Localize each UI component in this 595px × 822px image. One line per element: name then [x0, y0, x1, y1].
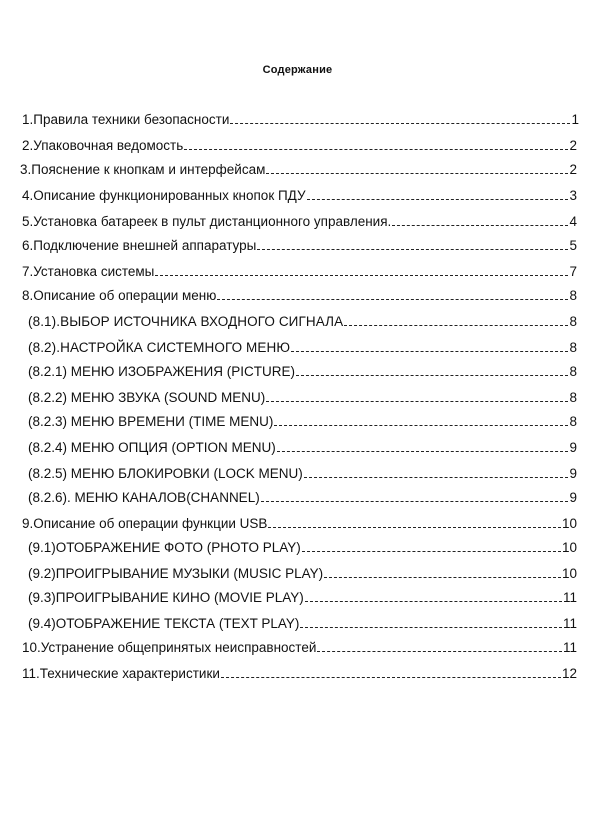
dot-leader [300, 626, 562, 628]
toc-entry[interactable] [22, 260, 577, 280]
toc-entry-page: 10 [561, 540, 577, 555]
dot-leader [230, 122, 570, 124]
toc-entry-label: 6.Подключение внешней аппаратуры [22, 238, 257, 253]
toc-entry[interactable] [28, 586, 577, 606]
toc-entry-page: 1 [571, 112, 579, 127]
dot-leader [296, 374, 568, 376]
dot-leader [217, 298, 568, 300]
toc-entry[interactable] [22, 512, 577, 532]
toc-entry-label: 4.Описание функционированных кнопок ПДУ [22, 188, 306, 203]
toc-entry-label: (8.2.1) МЕНЮ ИЗОБРАЖЕНИЯ (PICTURE) [28, 364, 295, 379]
toc-entry-page: 8 [569, 340, 577, 355]
toc-entry-label: 11.Технические характеристики [22, 666, 220, 681]
toc-entry-page: 11 [562, 590, 577, 605]
toc-entry-page: 7 [569, 264, 577, 279]
toc-entry-label: 9.Описание об операции функции USB [22, 516, 268, 531]
toc-entry-page: 11 [562, 616, 577, 631]
dot-leader [221, 676, 561, 678]
toc-entry-label: (8.2.5) МЕНЮ БЛОКИРОВКИ (LOCK MENU) [28, 466, 303, 481]
toc-entry[interactable] [20, 158, 577, 178]
toc-entry-label: (9.4)ОТОБРАЖЕНИЕ ТЕКСТА (TEXT PLAY) [28, 616, 300, 631]
toc-entry[interactable] [22, 134, 577, 154]
toc-entry[interactable] [28, 536, 577, 556]
toc-entry-page: 9 [569, 440, 577, 455]
dot-leader [261, 500, 569, 502]
toc-entry[interactable] [28, 386, 577, 406]
toc-entry[interactable] [22, 108, 579, 128]
toc-entry[interactable] [28, 310, 577, 330]
toc-entry-label: 7.Установка системы [22, 264, 155, 279]
dot-leader [291, 350, 568, 352]
toc-entry-label: (8.2.2) МЕНЮ ЗВУКА (SOUND MENU) [28, 390, 266, 405]
toc-entry[interactable] [28, 360, 577, 380]
toc-entry-page: 3 [569, 188, 577, 203]
toc-entry-page: 11 [562, 640, 577, 655]
toc-entry-label: (8.2.3) МЕНЮ ВРЕМЕНИ (TIME MENU) [28, 414, 274, 429]
toc-entry-page: 10 [561, 566, 577, 581]
dot-leader [317, 650, 562, 652]
toc-entry-label: (9.1)ОТОБРАЖЕНИЕ ФОТО (PHOTO PLAY) [28, 540, 301, 555]
toc-entry-label: (8.2.6). МЕНЮ КАНАЛОВ(CHANNEL) [28, 490, 260, 505]
toc-entry[interactable] [28, 336, 577, 356]
toc-entry-label: (8.2).НАСТРОЙКА СИСТЕМНОГО МЕНЮ [28, 340, 291, 355]
toc-entry[interactable] [28, 436, 577, 456]
toc-entry-page: 12 [561, 666, 577, 681]
toc-entry[interactable] [28, 562, 577, 582]
dot-leader [344, 324, 568, 326]
toc-entry-label: (9.3)ПРОИГРЫВАНИЕ КИНО (MOVIE PLAY) [28, 590, 304, 605]
toc-entry-label: (8.2.4) МЕНЮ ОПЦИЯ (OPTION MENU) [28, 440, 276, 455]
toc-entry[interactable] [22, 636, 577, 656]
dot-leader [274, 424, 568, 426]
toc-entry-page: 4 [569, 214, 577, 229]
toc-entry-page: 8 [569, 314, 577, 329]
toc-title: Содержание [262, 64, 333, 76]
toc-entry-label: 1.Правила техники безопасности [22, 112, 230, 127]
dot-leader [257, 248, 568, 250]
toc-entry-page: 5 [569, 238, 577, 253]
toc-entry-label: 3.Пояснение к кнопкам и интерфейсам [20, 162, 266, 177]
dot-leader [268, 526, 561, 528]
dot-leader [302, 550, 561, 552]
toc-entry[interactable] [28, 612, 577, 632]
dot-leader [305, 600, 562, 602]
dot-leader [266, 400, 568, 402]
toc-entry-page: 2 [569, 138, 577, 153]
toc-entry[interactable] [28, 462, 577, 482]
dot-leader [392, 224, 568, 226]
dot-leader [324, 576, 561, 578]
toc-entry-page: 8 [569, 390, 577, 405]
toc-entry-page: 2 [569, 162, 577, 177]
toc-entry-label: 2.Упаковочная ведомость [22, 138, 184, 153]
toc-entry[interactable] [28, 486, 577, 506]
toc-entry-label: (8.1).ВЫБОР ИСТОЧНИКА ВХОДНОГО СИГНАЛА [28, 314, 344, 329]
toc-entry-page: 8 [569, 288, 577, 303]
toc-entry[interactable] [28, 410, 577, 430]
toc-entry-page: 8 [569, 414, 577, 429]
toc-entry[interactable] [22, 284, 577, 304]
dot-leader [184, 148, 568, 150]
toc-entry[interactable] [22, 234, 577, 254]
toc-entry-label: (9.2)ПРОИГРЫВАНИЕ МУЗЫКИ (MUSIC PLAY) [28, 566, 324, 581]
toc-entry-page: 8 [569, 364, 577, 379]
dot-leader [307, 198, 569, 200]
toc-entry-page: 9 [569, 466, 577, 481]
dot-leader [277, 450, 569, 452]
dot-leader [304, 476, 569, 478]
toc-entry-label: 8.Описание об операции меню [22, 288, 217, 303]
dot-leader [155, 274, 568, 276]
toc-entry-page: 9 [569, 490, 577, 505]
toc-entry-page: 10 [561, 516, 577, 531]
dot-leader [266, 172, 568, 174]
toc-entry-label: 10.Устранение общепринятых неисправностей [22, 640, 317, 655]
toc-entry[interactable] [22, 210, 577, 230]
toc-entry[interactable] [22, 662, 577, 682]
toc-entry-label: 5.Установка батареек в пульт дистанционного управления. [22, 214, 392, 229]
toc-entry[interactable] [22, 184, 577, 204]
